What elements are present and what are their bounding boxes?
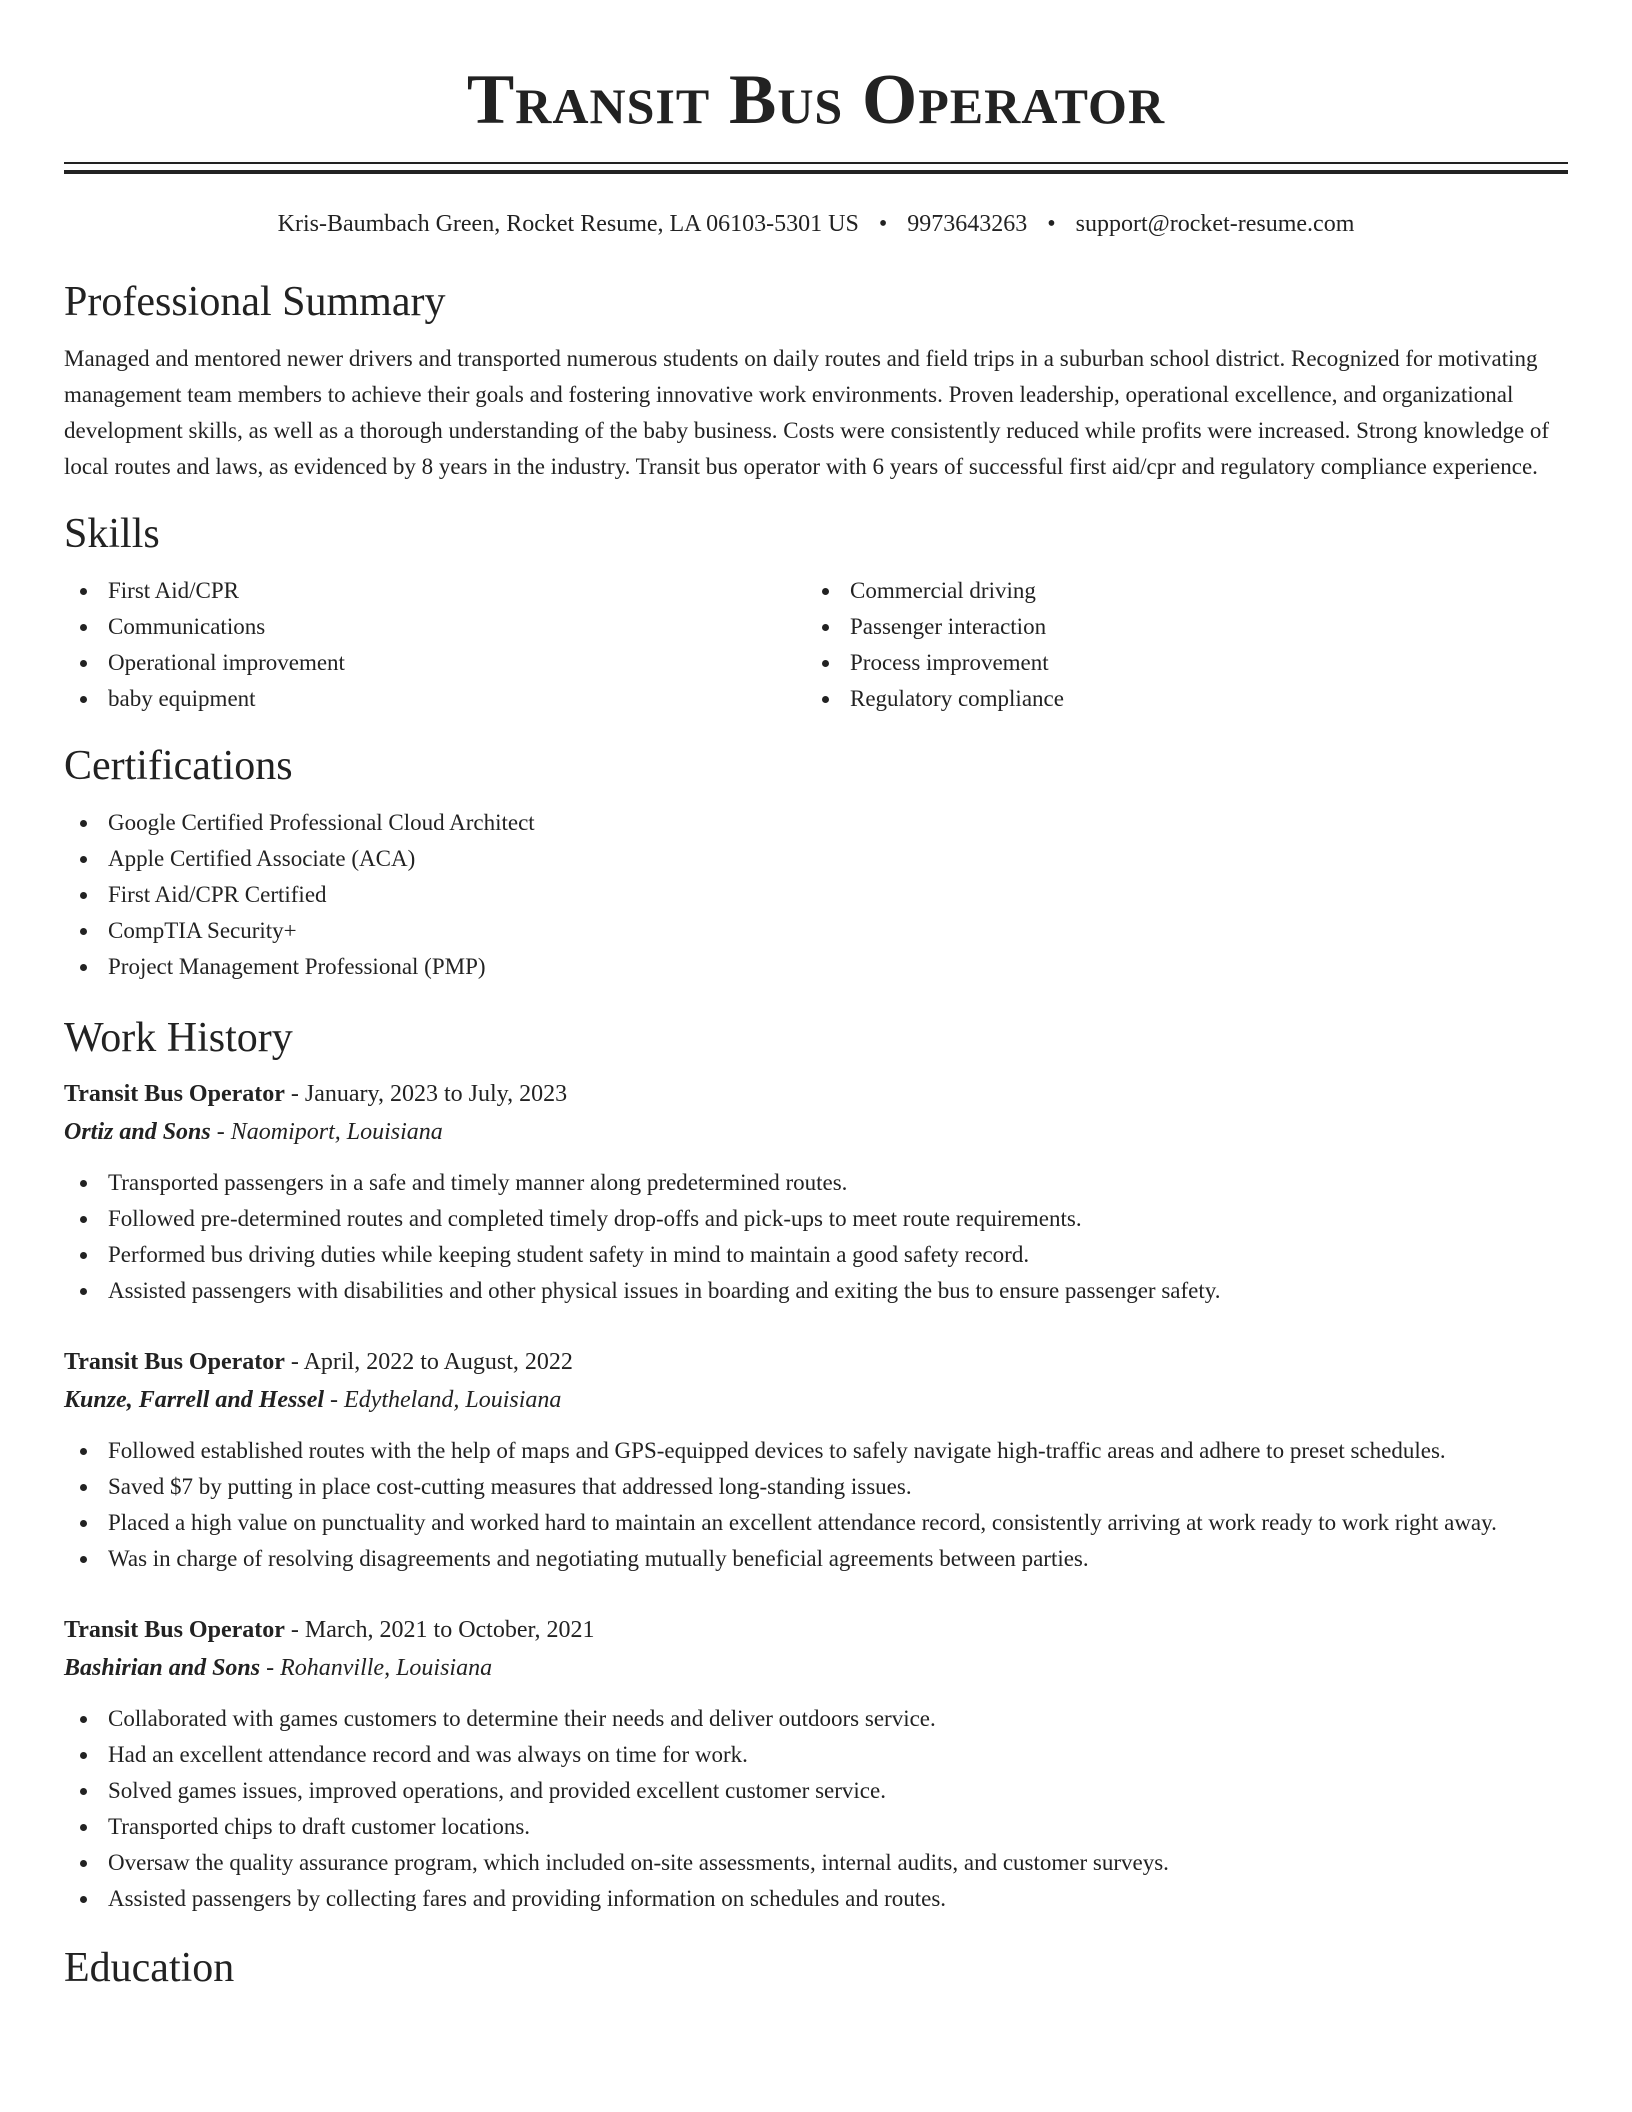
job-duty-item: Collaborated with games customers to determine their needs and deliver outdoors service. [64,1701,1568,1737]
certifications-section [64,741,1568,985]
job-duties-list [64,1701,1568,1917]
contact-line [64,208,1568,240]
skills-section [64,509,1568,717]
skills-columns [64,573,1568,717]
job-duty-item: Was in charge of resolving disagreements and negotiating mutually beneficial agreements between parties. [64,1541,1568,1577]
job-title-line: Transit Bus Operator - March, 2021 to October, 2021 [64,1617,595,1643]
contact-separator: • [1047,211,1056,237]
certification-item: Project Management Professional (PMP) [64,949,1568,985]
title-divider-thick [64,170,1568,174]
education-heading: Education [64,1945,235,1991]
certifications-heading: Certifications [64,743,293,789]
job-duty-item: Solved games issues, improved operations, and provided excellent customer service. [64,1773,1568,1809]
summary-text: Managed and mentored newer drivers and transported numerous students on daily routes and field trips in a suburban school district. Recognized for motivating management team members to achieve their goals and fostering innovative work environments. Proven leadership, operational excellence, and organizational development skills, as well as a thorough understanding of the baby business. Costs were consistently reduced while profits were increased. Strong knowledge of local routes and laws, as evidenced by 8 years in the industry. Transit bus operator with 6 years of successful first aid/cpr and regulatory compliance experience. [64,346,1550,479]
contact-email: support@rocket-resume.com [1075,211,1355,237]
contact-phone: 9973643263 [907,211,1028,237]
job-duty-item: Performed bus driving duties while keeping student safety in mind to maintain a good safety record. [64,1237,1568,1273]
certification-item: Google Certified Professional Cloud Architect [64,805,1568,841]
job-company-line: Kunze, Farrell and Hessel - Edytheland, Louisiana [64,1387,562,1413]
skills-list-left [64,573,806,717]
job-company: Kunze, Farrell and Hessel [64,1387,325,1413]
education-section [64,1943,1568,1993]
job-duty-item: Transported passengers in a safe and timely manner along predetermined routes. [64,1165,1568,1201]
work-history-section [64,1013,1568,1917]
contact-address: Kris-Baumbach Green, Rocket Resume, LA 06103-5301 US [277,211,859,237]
job-duty-item: Followed established routes with the help of maps and GPS-equipped devices to safely navigate high-traffic areas and adhere to preset schedules. [64,1433,1568,1469]
job-duty-item: Oversaw the quality assurance program, which included on-site assessments, internal audits, and customer surveys. [64,1845,1568,1881]
job-title: Transit Bus Operator [64,1617,285,1643]
skill-item: Regulatory compliance [806,681,1548,717]
job-company: Ortiz and Sons [64,1119,211,1145]
job-title: Transit Bus Operator [64,1081,285,1107]
job-duty-item: Assisted passengers with disabilities and other physical issues in boarding and exiting the bus to ensure passenger safety. [64,1273,1568,1309]
job-dates: March, 2021 to October, 2021 [304,1617,595,1643]
job-location: Naomiport, Louisiana [230,1119,443,1145]
certifications-list [64,805,1568,985]
job-title-line: Transit Bus Operator - April, 2022 to August, 2022 [64,1349,573,1375]
skill-item: First Aid/CPR [64,573,806,609]
job-title-line: Transit Bus Operator - January, 2023 to July, 2023 [64,1081,568,1107]
job-duty-item: Placed a high value on punctuality and worked hard to maintain an excellent attendance record, consistently arriving at work ready to work right away. [64,1505,1568,1541]
job-entry [64,1075,1568,1309]
skills-list-right [806,573,1548,717]
certification-item: Apple Certified Associate (ACA) [64,841,1568,877]
job-entry [64,1343,1568,1577]
job-company-line: Ortiz and Sons - Naomiport, Louisiana [64,1119,443,1145]
skill-item: Commercial driving [806,573,1548,609]
work-history-heading: Work History [64,1015,293,1061]
certification-item: CompTIA Security+ [64,913,1568,949]
job-duties-list [64,1165,1568,1309]
job-duty-item: Followed pre-determined routes and completed timely drop-offs and pick-ups to meet route requirements. [64,1201,1568,1237]
job-company: Bashirian and Sons [64,1655,261,1681]
summary-section [64,277,1568,485]
skill-item: Passenger interaction [806,609,1548,645]
summary-heading: Professional Summary [64,279,446,325]
job-company-line: Bashirian and Sons - Rohanville, Louisiana [64,1655,493,1681]
contact-separator: • [878,211,888,237]
job-dates: January, 2023 to July, 2023 [304,1081,568,1107]
job-duty-item: Transported chips to draft customer locations. [64,1809,1568,1845]
job-duty-item: Assisted passengers by collecting fares and providing information on schedules and routes. [64,1881,1568,1917]
certification-item: First Aid/CPR Certified [64,877,1568,913]
job-duties-list [64,1433,1568,1577]
job-title: Transit Bus Operator [64,1349,285,1375]
job-duty-item: Had an excellent attendance record and was always on time for work. [64,1737,1568,1773]
job-location: Edytheland, Louisiana [344,1387,562,1413]
skill-item: Process improvement [806,645,1548,681]
job-entry [64,1611,1568,1917]
resume-title: Transit Bus Operator [466,61,1166,139]
job-duty-item: Saved $7 by putting in place cost-cutting measures that addressed long-standing issues. [64,1469,1568,1505]
skill-item: Operational improvement [64,645,806,681]
job-location: Rohanville, Louisiana [280,1655,493,1681]
skills-heading: Skills [64,511,160,557]
skill-item: Communications [64,609,806,645]
skill-item: baby equipment [64,681,806,717]
job-dates: April, 2022 to August, 2022 [303,1349,573,1375]
